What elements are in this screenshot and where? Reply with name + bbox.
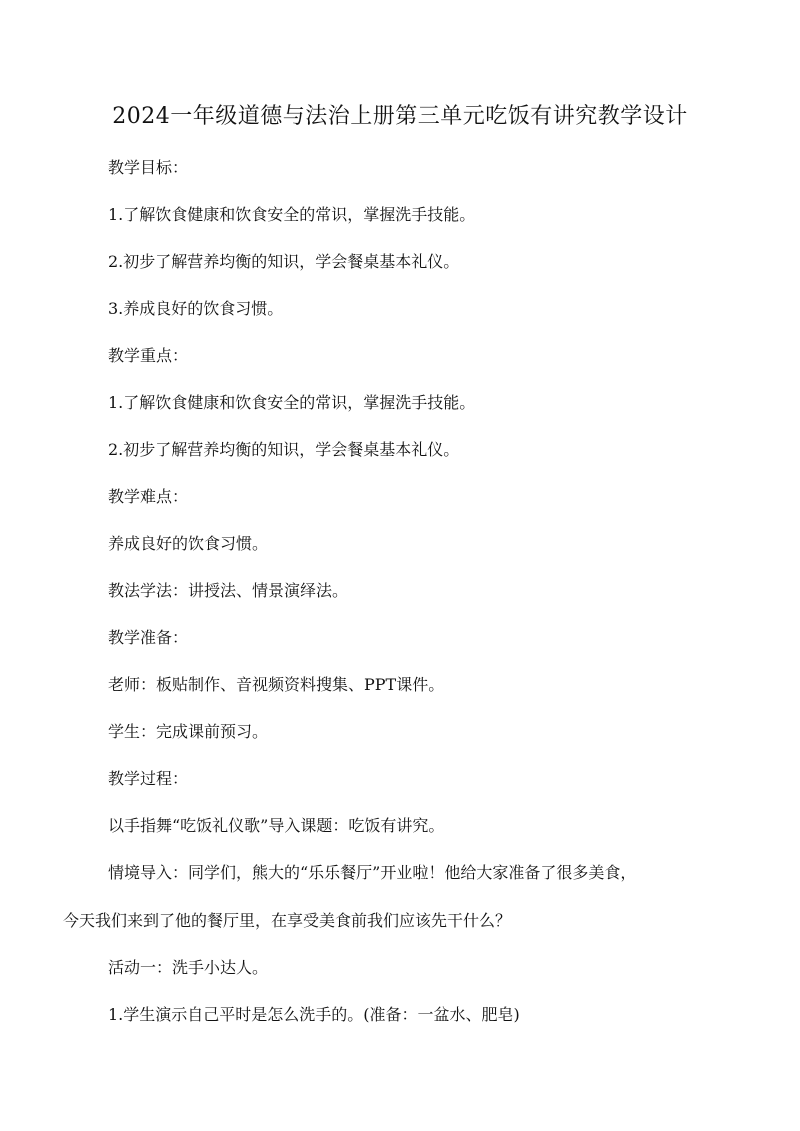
activity-one-step-1: 1.学生演示自己平时是怎么洗手的。(准备：一盆水、肥皂) bbox=[108, 1005, 520, 1024]
process-scenario-line-1: 情境导入：同学们，熊大的“乐乐餐厅”开业啦！他给大家准备了很多美食， bbox=[108, 863, 637, 882]
key-point-item-2: 2.初步了解营养均衡的知识，学会餐桌基本礼仪。 bbox=[108, 440, 460, 459]
preparation-student: 学生：完成课前预习。 bbox=[108, 722, 269, 741]
activity-one-heading: 活动一：洗手小达人。 bbox=[108, 958, 269, 977]
document-title: 2024一年级道德与法治上册第三单元吃饭有讲究教学设计 bbox=[112, 104, 688, 129]
teaching-methods: 教法学法：讲授法、情景演绎法。 bbox=[108, 581, 349, 600]
difficulty-item: 养成良好的饮食习惯。 bbox=[108, 534, 269, 553]
objective-item-1: 1.了解饮食健康和饮食安全的常识，掌握洗手技能。 bbox=[108, 205, 476, 224]
heading-teaching-key-points: 教学重点： bbox=[108, 346, 189, 365]
key-point-item-1: 1.了解饮食健康和饮食安全的常识，掌握洗手技能。 bbox=[108, 393, 476, 412]
objective-item-2: 2.初步了解营养均衡的知识，学会餐桌基本礼仪。 bbox=[108, 252, 460, 271]
process-introduction: 以手指舞“吃饭礼仪歌”导入课题：吃饭有讲究。 bbox=[108, 816, 445, 835]
heading-teaching-preparation: 教学准备： bbox=[108, 628, 189, 647]
heading-teaching-objectives: 教学目标： bbox=[108, 158, 189, 177]
objective-item-3: 3.养成良好的饮食习惯。 bbox=[108, 299, 284, 318]
process-scenario-line-2: 今天我们来到了他的餐厅里，在享受美食前我们应该先干什么？ bbox=[63, 911, 512, 930]
heading-teaching-process: 教学过程： bbox=[108, 769, 189, 788]
heading-teaching-difficulties: 教学难点： bbox=[108, 487, 189, 506]
preparation-teacher: 老师：板贴制作、音视频资料搜集、PPT课件。 bbox=[108, 675, 445, 694]
